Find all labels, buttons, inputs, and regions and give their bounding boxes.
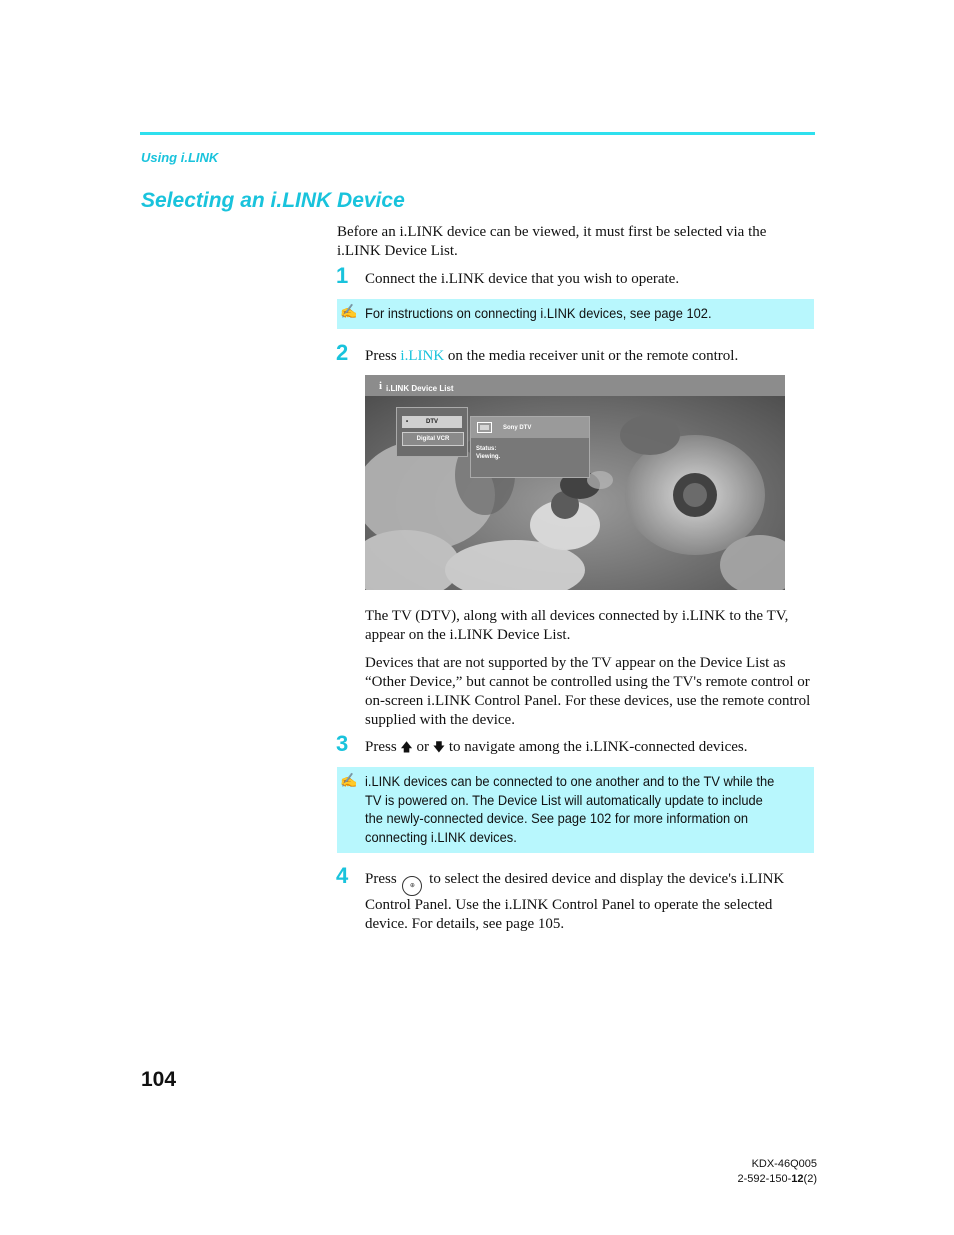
device-row-digital-vcr[interactable] bbox=[402, 432, 464, 446]
note-box-2 bbox=[337, 767, 814, 853]
device-info-panel bbox=[470, 416, 590, 478]
model-number: KDX-46Q005 bbox=[751, 1158, 817, 1170]
step-2-after: on the media receiver unit or the remote control. bbox=[447, 348, 739, 364]
status-label: Status: bbox=[476, 446, 497, 452]
note-2-line-2: TV is powered on. The Device List will automatically update to include bbox=[365, 792, 763, 808]
step-number-1: 1 bbox=[336, 263, 349, 288]
status-value: Viewing. bbox=[476, 454, 501, 460]
part-number-bold: 12 bbox=[791, 1173, 804, 1185]
part-number bbox=[737, 1172, 817, 1187]
step-2-text bbox=[365, 347, 810, 366]
step-2-press: Press bbox=[365, 348, 397, 364]
step-3-after: to navigate among the i.LINK-connected devices. bbox=[448, 739, 748, 755]
tv-icon bbox=[477, 422, 492, 433]
device-list-panel bbox=[396, 407, 468, 457]
info-device-name: Sony DTV bbox=[503, 425, 532, 431]
note-pencil-icon: ✍ bbox=[340, 772, 358, 788]
ilink-button-label: i.LINK bbox=[400, 348, 445, 364]
step-3-or: or bbox=[416, 739, 430, 755]
joystick-button-icon: ⊕ bbox=[402, 876, 422, 896]
page-number: 104 bbox=[141, 1068, 177, 1091]
document-code bbox=[737, 1157, 817, 1187]
ilink-logo-icon: i bbox=[379, 380, 383, 392]
note-2-line-3: the newly-connected device. See page 102 for more information on bbox=[365, 810, 749, 826]
device-name: Digital VCR bbox=[416, 436, 450, 442]
device-row-dtv[interactable] bbox=[402, 416, 462, 428]
note-2-line-1: i.LINK devices can be connected to one another and to the TV while the bbox=[365, 773, 775, 789]
note-1-line-1: For instructions on connecting i.LINK devices, see page 102. bbox=[365, 305, 712, 321]
step-3-press: Press bbox=[365, 739, 397, 755]
intro-paragraph: Before an i.LINK device can be viewed, it must first be selected via the i.LINK Device List. bbox=[337, 224, 767, 259]
body-paragraph-2: Devices that are not supported by the TV appear on the Device List as “Other Device,” but cannot be controlled using the TV's remote control or on-screen i.LINK Control Panel. For these devices, use the remote control supplied with the device. bbox=[365, 655, 811, 728]
ilink-device-list-screen bbox=[365, 375, 785, 590]
note-2-line-4: connecting i.LINK devices. bbox=[365, 829, 517, 845]
step-3-text bbox=[365, 738, 815, 757]
selected-dot-icon: • bbox=[406, 419, 409, 425]
device-name: DTV bbox=[426, 419, 438, 425]
screen-title-bar bbox=[365, 375, 785, 396]
step-4-text bbox=[365, 870, 810, 934]
body-paragraph-1: The TV (DTV), along with all devices connected by i.LINK to the TV, appear on the i.LINK Device List. bbox=[365, 608, 789, 643]
step-1-text: Connect the i.LINK device that you wish to operate. bbox=[365, 271, 680, 287]
header-rule bbox=[140, 132, 815, 135]
part-number-prefix: 2-592-150- bbox=[737, 1173, 792, 1185]
note-box-1 bbox=[337, 299, 814, 329]
step-number-3: 3 bbox=[336, 731, 349, 756]
step-4-after: to select the desired device and display the device's i.LINK Control Panel. Use the i.LINK Control Panel to operate the selected device. For details, see page 105. bbox=[365, 871, 785, 932]
step-number-4: 4 bbox=[336, 863, 349, 888]
page-title: Selecting an i.LINK Device bbox=[141, 189, 405, 212]
info-header bbox=[471, 417, 589, 438]
screen-title: i.LINK Device List bbox=[386, 384, 454, 393]
up-arrow-icon: 🡅 bbox=[400, 740, 413, 754]
down-arrow-icon: 🡇 bbox=[432, 740, 446, 754]
section-label: Using i.LINK bbox=[141, 150, 219, 165]
note-pencil-icon: ✍ bbox=[340, 303, 358, 319]
part-number-suffix: (2) bbox=[803, 1173, 817, 1185]
step-4-press: Press bbox=[365, 871, 397, 887]
step-number-2: 2 bbox=[336, 340, 349, 365]
info-status bbox=[476, 445, 500, 461]
